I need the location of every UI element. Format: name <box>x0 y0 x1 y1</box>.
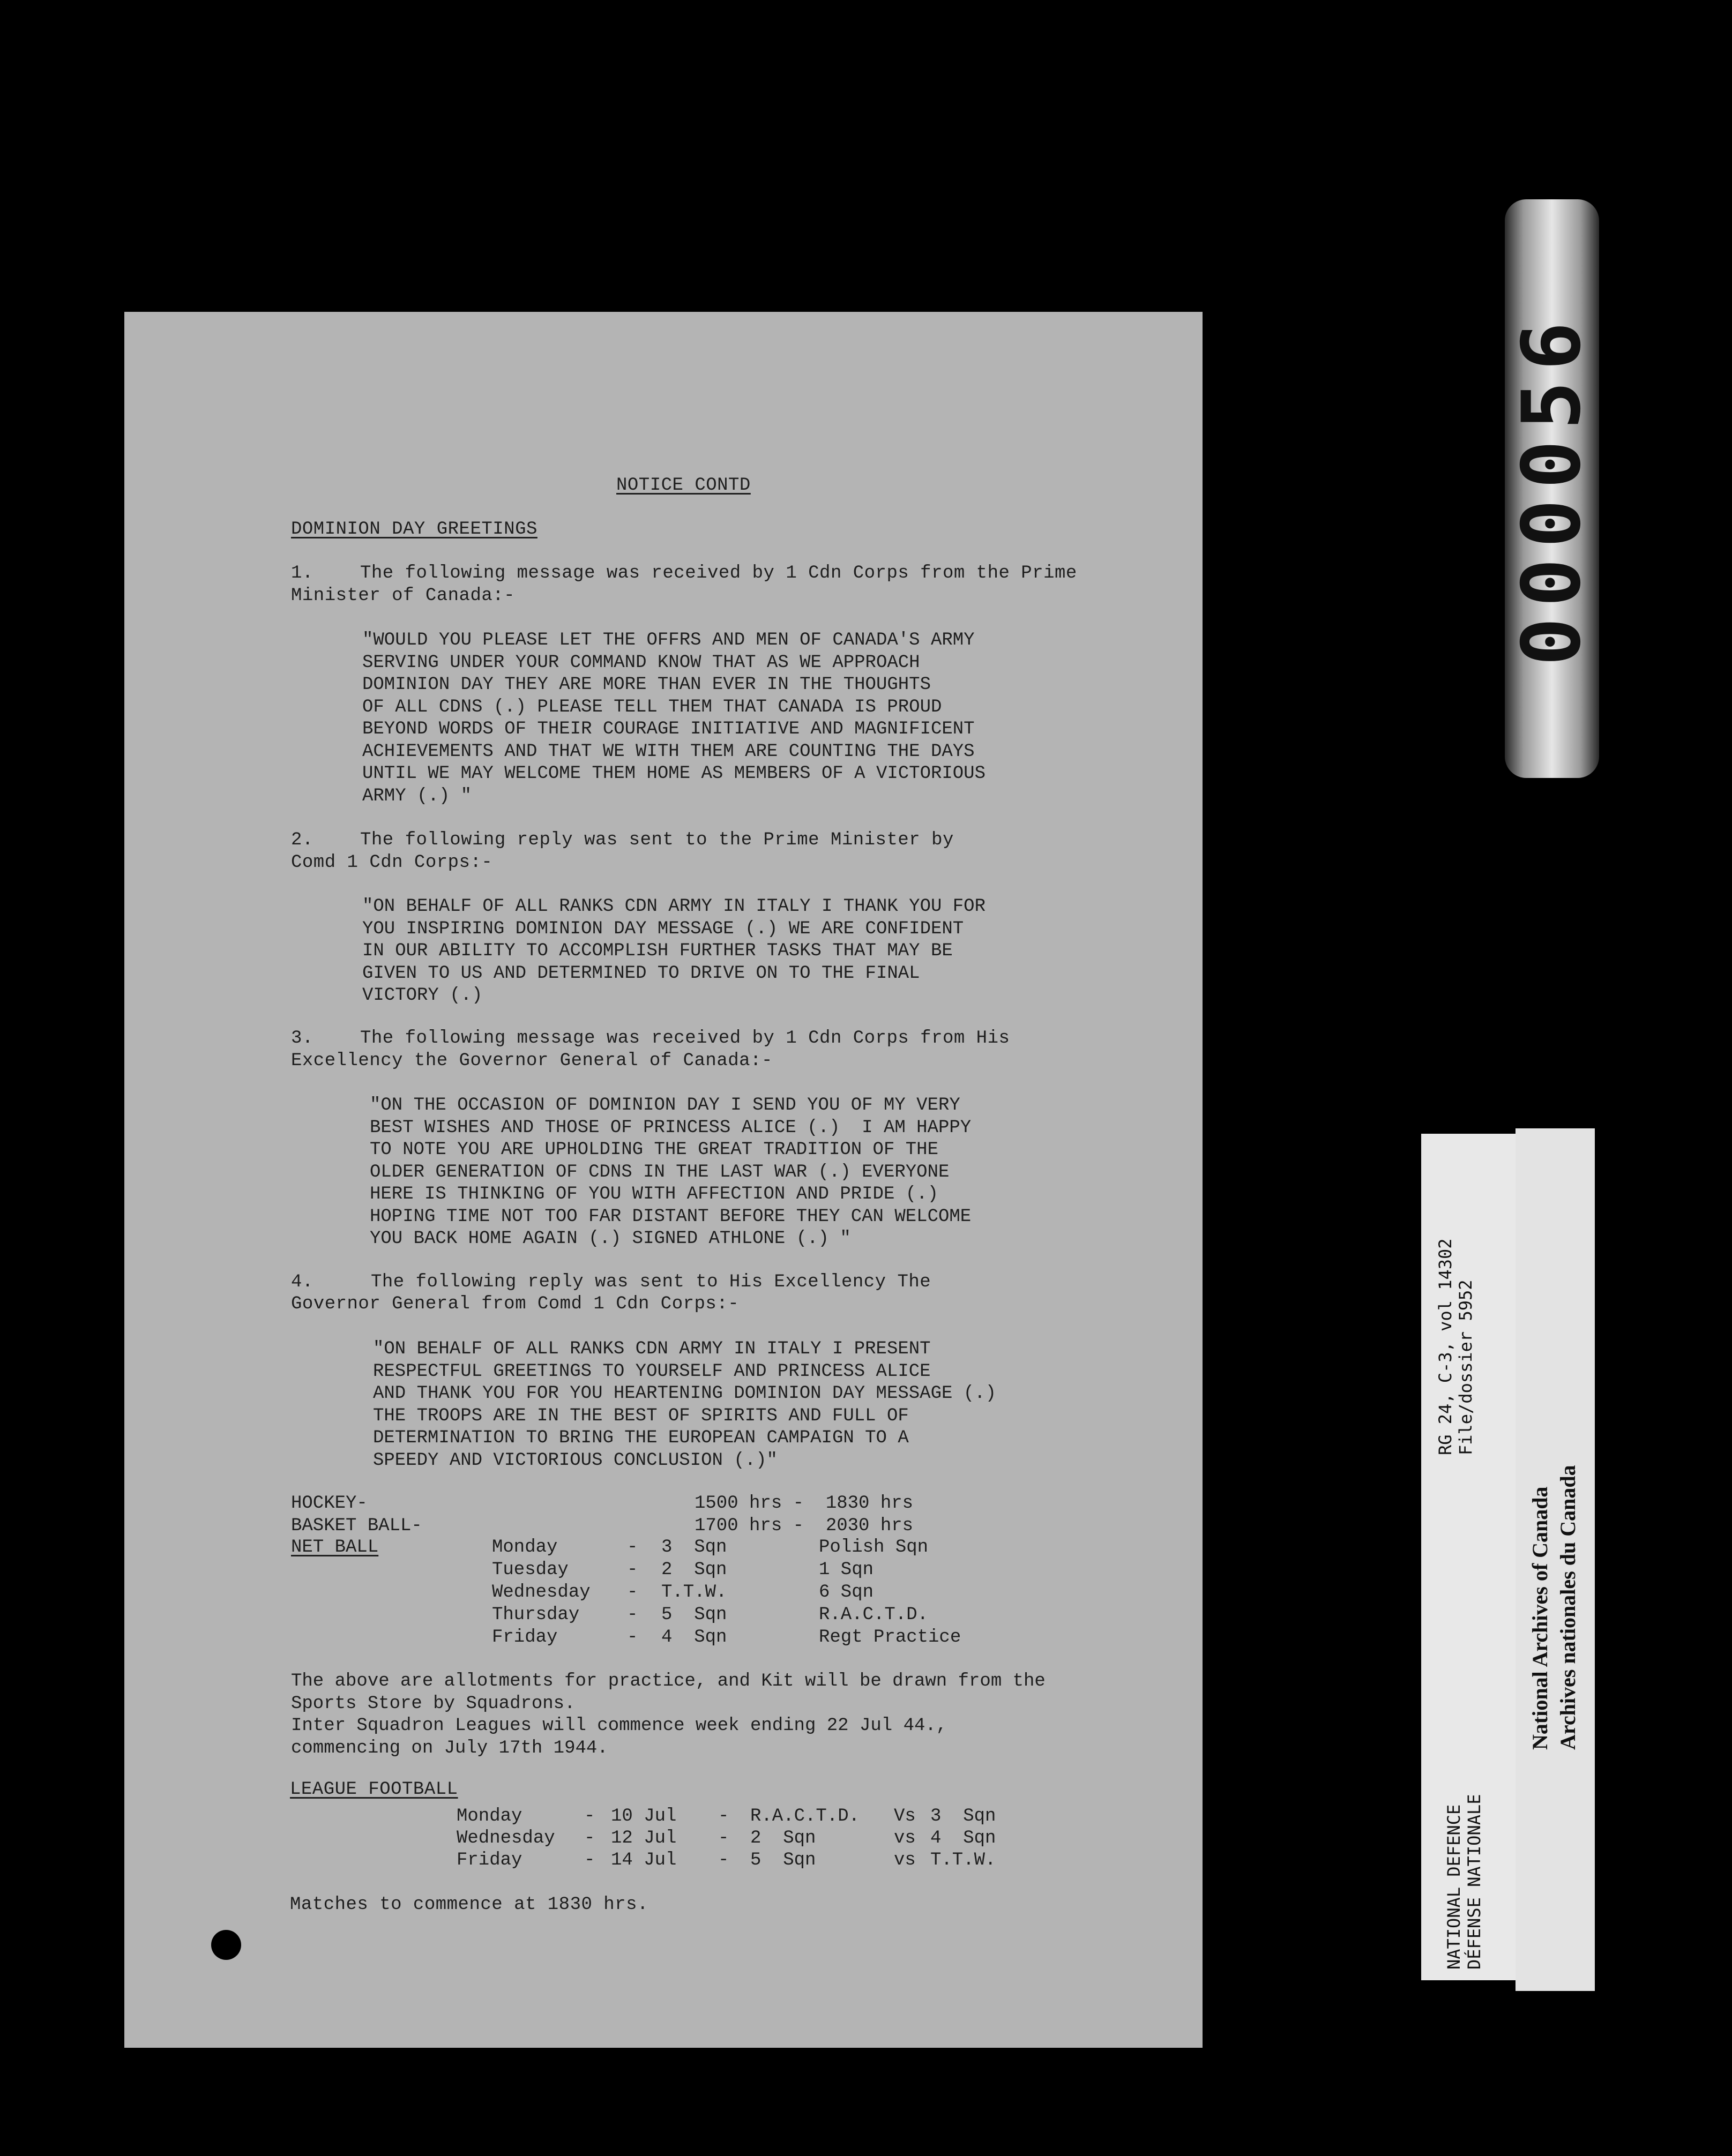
league-vs: Vs <box>894 1806 916 1826</box>
schedule-dash: - <box>627 1560 638 1580</box>
schedule-opp: Regt Practice <box>819 1627 961 1648</box>
item-number: 4. <box>291 1272 313 1292</box>
quote-line: OF ALL CDNS (.) PLEASE TELL THEM THAT CANADA IS PROUD <box>362 697 942 717</box>
quote-line: DOMINION DAY THEY ARE MORE THAN EVER IN THE THOUGHTS <box>362 675 931 695</box>
quote-line: IN OUR ABILITY TO ACCOMPLISH FURTHER TASKS THAT MAY BE <box>362 941 953 961</box>
league-heading: LEAGUE FOOTBALL <box>290 1779 458 1800</box>
league-dash: - <box>584 1806 595 1826</box>
league-dash: - <box>584 1828 595 1848</box>
league-dash: - <box>718 1828 729 1848</box>
quote-line: ARMY (.) " <box>362 785 472 806</box>
schedule-sqn: 5 Sqn <box>661 1605 727 1625</box>
quote-line: "ON BEHALF OF ALL RANKS CDN ARMY IN ITALY I THANK YOU FOR <box>362 896 986 917</box>
sport-label: HOCKEY- <box>291 1493 368 1514</box>
league-away: 4 Sqn <box>930 1828 996 1848</box>
item-intro: Governor General from Comd 1 Cdn Corps:- <box>291 1294 740 1314</box>
schedule-dash: - <box>627 1605 638 1625</box>
schedule-opp: Polish Sqn <box>819 1537 929 1558</box>
league-away: 3 Sqn <box>930 1806 996 1826</box>
quote-line: YOU BACK HOME AGAIN (.) SIGNED ATHLONE (.) " <box>370 1229 851 1249</box>
schedule-dash: - <box>627 1627 638 1648</box>
frame-number-text: 000056 <box>1505 311 1599 666</box>
quote-line: HOPING TIME NOT TOO FAR DISTANT BEFORE THEY CAN WELCOME <box>370 1206 972 1227</box>
schedule-sqn: 4 Sqn <box>661 1627 727 1648</box>
league-dash: - <box>718 1806 729 1826</box>
league-day: Wednesday <box>457 1828 555 1848</box>
time-range: 1500 hrs - 1830 hrs <box>695 1493 914 1514</box>
reference-line: RG 24, C-3, vol 14302 <box>1435 1238 1455 1455</box>
league-vs: vs <box>894 1850 916 1870</box>
league-vs: vs <box>894 1828 916 1848</box>
quote-line: SPEEDY AND VICTORIOUS CONCLUSION (.)" <box>373 1450 778 1471</box>
agency-line: NATIONAL DEFENCE <box>1444 1804 1464 1970</box>
item-intro: Comd 1 Cdn Corps:- <box>291 852 493 873</box>
schedule-opp: 1 Sqn <box>819 1560 874 1580</box>
note-line: Inter Squadron Leagues will commence week ending 22 Jul 44., <box>291 1716 947 1736</box>
punch-hole <box>211 1930 241 1960</box>
quote-line: DETERMINATION TO BRING THE EUROPEAN CAMPAIGN TO A <box>373 1428 909 1448</box>
league-date: 12 Jul <box>611 1828 677 1848</box>
item-intro: The following reply was sent to the Prime Minister by <box>360 830 954 850</box>
schedule-sqn: 2 Sqn <box>661 1560 727 1580</box>
quote-line: "ON BEHALF OF ALL RANKS CDN ARMY IN ITALY I PRESENT <box>373 1339 931 1359</box>
quote-line: "ON THE OCCASION OF DOMINION DAY I SEND YOU OF MY VERY <box>370 1095 960 1116</box>
agency-line: DÉFENSE NATIONALE <box>1464 1794 1484 1970</box>
schedule-opp: 6 Sqn <box>819 1582 874 1603</box>
league-day: Monday <box>457 1806 522 1826</box>
league-home: 5 Sqn <box>750 1850 816 1870</box>
schedule-dash: - <box>627 1582 638 1603</box>
quote-line: SERVING UNDER YOUR COMMAND KNOW THAT AS WE APPROACH <box>362 652 920 673</box>
quote-line: RESPECTFUL GREETINGS TO YOURSELF AND PRINCESS ALICE <box>373 1361 931 1382</box>
schedule-sqn: 3 Sqn <box>661 1537 727 1558</box>
item-number: 1. <box>291 563 313 583</box>
section-heading: DOMINION DAY GREETINGS <box>291 519 537 540</box>
schedule-opp: R.A.C.T.D. <box>819 1605 929 1625</box>
league-dash: - <box>584 1850 595 1870</box>
item-intro: The following reply was sent to His Excellency The <box>371 1272 931 1292</box>
note-line: commencing on July 17th 1944. <box>291 1738 608 1758</box>
archives-line: National Archives of Canada <box>1528 1486 1552 1750</box>
quote-line: HERE IS THINKING OF YOU WITH AFFECTION AND PRIDE (.) <box>370 1184 938 1204</box>
reference-line: File/dossier 5952 <box>1455 1279 1476 1455</box>
archives-line: Archives nationales du Canada <box>1556 1465 1580 1750</box>
item-intro: The following message was received by 1 Cdn Corps from His <box>360 1028 1010 1049</box>
item-intro: Excellency the Governor General of Canada:- <box>291 1051 773 1071</box>
league-date: 10 Jul <box>611 1806 677 1826</box>
note-line: Sports Store by Squadrons. <box>291 1693 576 1714</box>
quote-line: VICTORY (.) <box>362 985 483 1006</box>
league-date: 14 Jul <box>611 1850 677 1870</box>
item-number: 3. <box>291 1028 313 1049</box>
schedule-day: Thursday <box>492 1605 580 1625</box>
schedule-day: Friday <box>492 1627 558 1648</box>
archives-label <box>1516 1128 1595 1991</box>
league-home: 2 Sqn <box>750 1828 816 1848</box>
schedule-dash: - <box>627 1537 638 1558</box>
sport-label: BASKET BALL- <box>291 1516 422 1536</box>
schedule-sqn: T.T.W. <box>661 1582 727 1603</box>
quote-line: THE TROOPS ARE IN THE BEST OF SPIRITS AND FULL OF <box>373 1405 909 1426</box>
item-intro: Minister of Canada:- <box>291 586 516 606</box>
quote-line: UNTIL WE MAY WELCOME THEM HOME AS MEMBERS OF A VICTORIOUS <box>362 763 986 784</box>
quote-line: BEYOND WORDS OF THEIR COURAGE INITIATIVE AND MAGNIFICENT <box>362 719 975 739</box>
quote-line: "WOULD YOU PLEASE LET THE OFFRS AND MEN OF CANADA'S ARMY <box>362 630 975 650</box>
quote-line: YOU INSPIRING DOMINION DAY MESSAGE (.) WE ARE CONFIDENT <box>362 918 964 939</box>
quote-line: ACHIEVEMENTS AND THAT WE WITH THEM ARE COUNTING THE DAYS <box>362 741 975 762</box>
reference-label <box>1421 1134 1516 1980</box>
schedule-day: Monday <box>492 1537 558 1558</box>
item-intro: The following message was received by 1 Cdn Corps from the Prime <box>360 563 1077 583</box>
quote-line: TO NOTE YOU ARE UPHOLDING THE GREAT TRADITION OF THE <box>370 1140 938 1160</box>
league-day: Friday <box>457 1850 522 1870</box>
item-number: 2. <box>291 830 313 850</box>
note-line: The above are allotments for practice, and Kit will be drawn from the <box>291 1671 1046 1691</box>
league-home: R.A.C.T.D. <box>750 1806 860 1826</box>
time-range: 1700 hrs - 2030 hrs <box>695 1516 914 1536</box>
schedule-day: Tuesday <box>492 1560 569 1580</box>
league-away: T.T.W. <box>930 1850 996 1870</box>
schedule-day: Wednesday <box>492 1582 591 1603</box>
quote-line: GIVEN TO US AND DETERMINED TO DRIVE ON TO THE FINAL <box>362 963 920 984</box>
matches-note: Matches to commence at 1830 hrs. <box>290 1895 648 1915</box>
sport-label: NET BALL <box>291 1537 379 1558</box>
quote-line: OLDER GENERATION OF CDNS IN THE LAST WAR (.) EVERYONE <box>370 1162 950 1182</box>
quote-line: AND THANK YOU FOR YOU HEARTENING DOMINION DAY MESSAGE (.) <box>373 1383 996 1404</box>
quote-line: BEST WISHES AND THOSE OF PRINCESS ALICE (.) I AM HAPPY <box>370 1117 972 1138</box>
frame-number <box>1505 199 1599 778</box>
page-title: NOTICE CONTD <box>616 475 751 496</box>
league-dash: - <box>718 1850 729 1870</box>
